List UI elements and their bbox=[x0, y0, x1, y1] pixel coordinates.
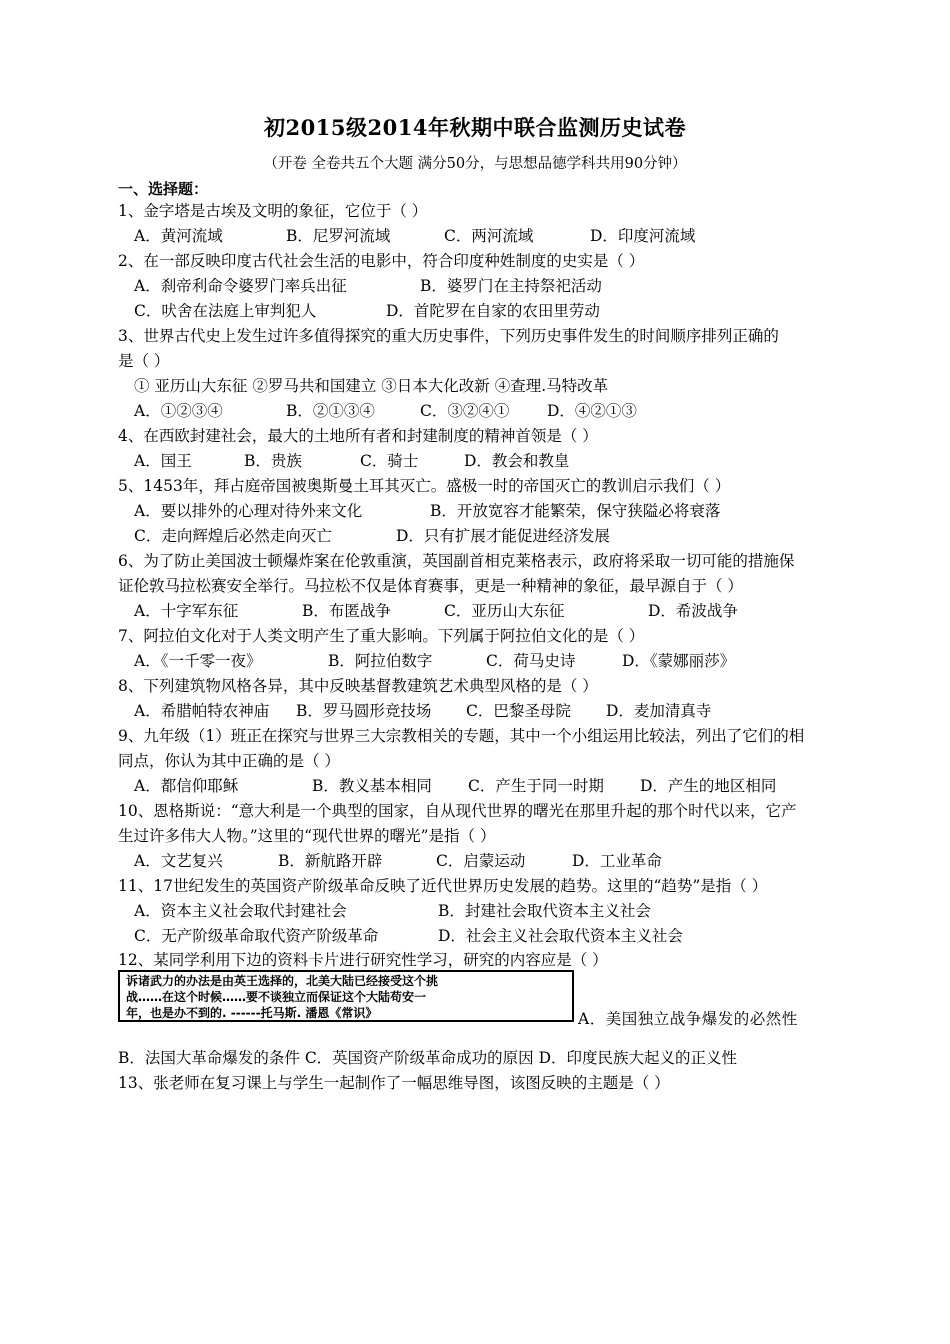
question-10-option-d: D．工业革命 bbox=[572, 852, 662, 870]
question-5-option-d: D．只有扩展才能促进经济发展 bbox=[396, 527, 610, 545]
question-1-stem: 1、金字塔是古埃及文明的象征，它位于（ ） bbox=[118, 202, 428, 220]
question-2-option-c: C．吠舍在法庭上审判犯人 bbox=[134, 302, 317, 320]
quote-card-line: 诉诸武力的办法是由英王选择的，北美大陆已经接受这个挑 bbox=[126, 974, 439, 988]
question-8-option-d: D．麦加清真寺 bbox=[606, 702, 712, 720]
section-heading: 一、选择题： bbox=[118, 180, 209, 198]
question-10-option-b: B．新航路开辟 bbox=[278, 852, 383, 870]
question-13-stem: 13、张老师在复习课上与学生一起制作了一幅思维导图，该图反映的主题是（ ） bbox=[118, 1074, 670, 1092]
question-3-stem-line2: 是（ ） bbox=[118, 352, 170, 370]
question-5-option-c: C．走向辉煌后必然走向灭亡 bbox=[134, 527, 332, 545]
question-3-items: ① 亚历山大东征 ②罗马共和国建立 ③日本大化改新 ④查理.马特改革 bbox=[134, 377, 609, 395]
question-9-option-a: A．都信仰耶稣 bbox=[134, 777, 239, 795]
question-4-option-b: B．贵族 bbox=[244, 452, 302, 470]
question-1-option-a: A．黄河流域 bbox=[134, 227, 223, 245]
quote-card-line: 战……在这个时候……要不谈独立而保证这个大陆苟安一 bbox=[126, 990, 427, 1004]
question-9-option-b: B．教义基本相同 bbox=[312, 777, 432, 795]
question-7-option-d: D．《蒙娜丽莎》 bbox=[622, 652, 736, 670]
question-7-option-c: C．荷马史诗 bbox=[486, 652, 576, 670]
question-9-stem-line1: 9、九年级（1）班正在探究与世界三大宗教相关的专题，其中一个小组运用比较法，列出了它们的相 bbox=[118, 727, 805, 745]
question-8-stem: 8、下列建筑物风格各异，其中反映基督教建筑艺术典型风格的是（ ） bbox=[118, 677, 598, 695]
question-6-option-a: A．十字军东征 bbox=[134, 602, 239, 620]
quote-card-line: 年，也是办不到的. ------托马斯. 潘恩《常识》 bbox=[126, 1006, 378, 1020]
question-7-stem: 7、阿拉伯文化对于人类文明产生了重大影响。下列属于阿拉伯文化的是（ ） bbox=[118, 627, 645, 645]
question-5-option-b: B．开放宽容才能繁荣，保守狭隘必将衰落 bbox=[430, 502, 721, 520]
question-6-option-b: B．布匿战争 bbox=[302, 602, 391, 620]
question-10-option-a: A．文艺复兴 bbox=[134, 852, 223, 870]
question-8-option-c: C．巴黎圣母院 bbox=[466, 702, 571, 720]
question-5-stem: 5、1453年，拜占庭帝国被奥斯曼土耳其灭亡。盛极一时的帝国灭亡的教训启示我们（ ） bbox=[118, 477, 731, 495]
question-4-stem: 4、在西欧封建社会，最大的土地所有者和封建制度的精神首领是（ ） bbox=[118, 427, 598, 445]
question-8-option-a: A．希腊帕特农神庙 bbox=[134, 702, 270, 720]
question-7-option-a: A．《一千零一夜》 bbox=[134, 652, 262, 670]
question-3-option-b: B．②①③④ bbox=[286, 402, 375, 420]
question-12-option-a: A．美国独立战争爆发的必然性 bbox=[578, 1010, 798, 1028]
question-6-stem-line1: 6、为了防止美国波士顿爆炸案在伦敦重演，英国副首相克莱格表示，政府将采取一切可能的措施保 bbox=[118, 552, 795, 570]
question-11-option-a: A．资本主义社会取代封建社会 bbox=[134, 902, 347, 920]
question-5-option-a: A．要以排外的心理对待外来文化 bbox=[134, 502, 363, 520]
question-12-stem: 12、某同学利用下边的资料卡片进行研究性学习，研究的内容应是（ ） bbox=[118, 951, 608, 969]
question-3-option-a: A．①②③④ bbox=[134, 402, 223, 420]
question-11-stem: 11、17世纪发生的英国资产阶级革命反映了近代世界历史发展的趋势。这里的“趋势”是指（ ） bbox=[118, 877, 768, 895]
question-10-option-c: C．启蒙运动 bbox=[436, 852, 526, 870]
exam-subtitle: （开卷 全卷共五个大题 满分50分，与思想品德学科共用90分钟） bbox=[263, 156, 687, 172]
quote-card bbox=[118, 970, 574, 1022]
question-11-option-d: D．社会主义社会取代资本主义社会 bbox=[438, 927, 683, 945]
question-11-option-c: C．无产阶级革命取代资产阶级革命 bbox=[134, 927, 379, 945]
question-1-option-c: C．两河流域 bbox=[444, 227, 534, 245]
question-6-option-d: D．希波战争 bbox=[648, 602, 738, 620]
question-1-option-d: D．印度河流域 bbox=[590, 227, 696, 245]
page-title: 初2015级2014年秋期中联合监测历史试卷 bbox=[264, 115, 686, 140]
question-6-stem-line2: 证伦敦马拉松赛安全举行。马拉松不仅是体育赛事，更是一种精神的象征，最早源自于（ ） bbox=[118, 577, 743, 595]
question-2-stem: 2、在一部反映印度古代社会生活的电影中，符合印度种姓制度的史实是（ ） bbox=[118, 252, 645, 270]
question-11-option-b: B．封建社会取代资本主义社会 bbox=[438, 902, 651, 920]
question-7-option-b: B．阿拉伯数字 bbox=[328, 652, 433, 670]
question-9-stem-line2: 同点，你认为其中正确的是（ ） bbox=[118, 752, 340, 770]
question-3-stem-line1: 3、世界古代史上发生过许多值得探究的重大历史事件，下列历史事件发生的时间顺序排列正确的 bbox=[118, 327, 779, 345]
question-4-option-c: C．骑士 bbox=[360, 452, 419, 470]
question-2-option-b: B．婆罗门在主持祭祀活动 bbox=[420, 277, 602, 295]
question-3-option-c: C．③②④① bbox=[420, 402, 510, 420]
question-10-stem-line1: 10、恩格斯说：“意大利是一个典型的国家，自从现代世界的曙光在那里升起的那个时代以来，它产 bbox=[118, 802, 797, 820]
question-2-option-d: D．首陀罗在自家的农田里劳动 bbox=[386, 302, 600, 320]
question-3-option-d: D．④②①③ bbox=[547, 402, 637, 420]
question-2-option-a: A．刹帝利命令婆罗门率兵出征 bbox=[134, 277, 347, 295]
question-1-option-b: B．尼罗河流域 bbox=[286, 227, 391, 245]
question-8-option-b: B．罗马圆形竞技场 bbox=[296, 702, 432, 720]
question-10-stem-line2: 生过许多伟大人物。”这里的“现代世界的曙光”是指（ ） bbox=[118, 827, 496, 845]
question-4-option-a: A．国王 bbox=[134, 452, 192, 470]
question-9-option-c: C．产生于同一时期 bbox=[468, 777, 604, 795]
question-4-option-d: D．教会和教皇 bbox=[464, 452, 570, 470]
question-6-option-c: C．亚历山大东征 bbox=[444, 602, 565, 620]
question-9-option-d: D．产生的地区相同 bbox=[640, 777, 777, 795]
question-12-options-bcd: B．法国大革命爆发的条件 C．英国资产阶级革命成功的原因 D．印度民族大起义的正义性 bbox=[118, 1049, 738, 1067]
